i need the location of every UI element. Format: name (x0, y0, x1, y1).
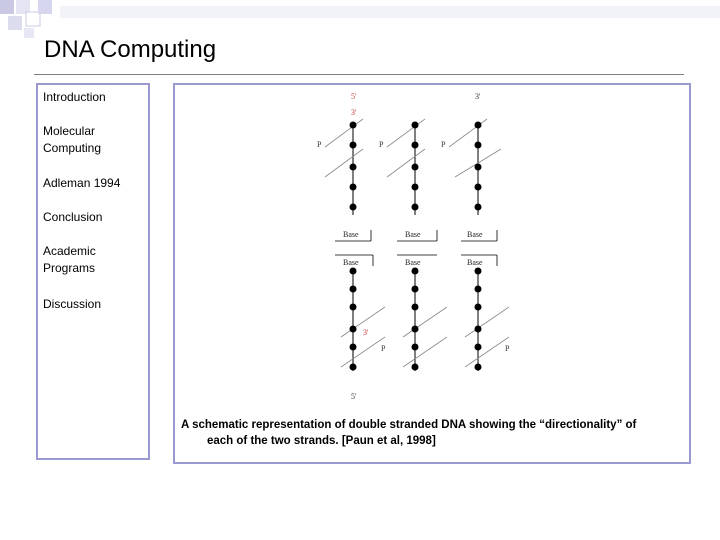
label-five-prime-bottom: 5' (351, 392, 357, 401)
figure-caption (181, 417, 681, 449)
title-divider (34, 74, 684, 75)
label-three-prime-bottom: 3' (363, 328, 369, 337)
label-three-prime-top-left: 3' (351, 108, 357, 117)
base-label-bottom-1: Base (343, 258, 359, 267)
label-three-prime-top-right: 3' (475, 92, 481, 101)
label-phosphate-3: P (441, 140, 446, 149)
figure-panel (173, 83, 691, 464)
nav-item-molecular-computing[interactable]: Molecular Computing (43, 124, 102, 155)
base-label-top-1: Base (343, 230, 359, 239)
base-label-bottom-3: Base (467, 258, 483, 267)
nav-item-discussion[interactable]: Discussion (43, 297, 102, 311)
label-five-prime-top: 5' (351, 92, 357, 101)
label-phosphate-4: P (381, 344, 386, 353)
nav-item-adleman-1994[interactable]: Adleman 1994 (43, 176, 121, 190)
dna-schematic-diagram (175, 85, 689, 415)
label-phosphate-2: P (379, 140, 384, 149)
label-phosphate-5: P (505, 344, 510, 353)
nav-item-conclusion[interactable]: Conclusion (43, 210, 103, 224)
base-label-bottom-2: Base (405, 258, 421, 267)
base-label-top-2: Base (405, 230, 421, 239)
header-decoration (0, 0, 720, 40)
caption-line-2: each of the two strands. [Paun et al, 1998] (207, 435, 436, 447)
base-label-top-3: Base (467, 230, 483, 239)
nav-item-introduction[interactable]: Introduction (43, 90, 106, 104)
nav-item-academic-programs[interactable]: Academic Programs (43, 244, 96, 275)
outline-nav-panel (36, 83, 150, 460)
caption-line-1: A schematic representation of double stranded DNA showing the “directionality” of (181, 419, 637, 431)
slide-title: DNA Computing (44, 36, 217, 63)
label-phosphate-1: P (317, 140, 322, 149)
